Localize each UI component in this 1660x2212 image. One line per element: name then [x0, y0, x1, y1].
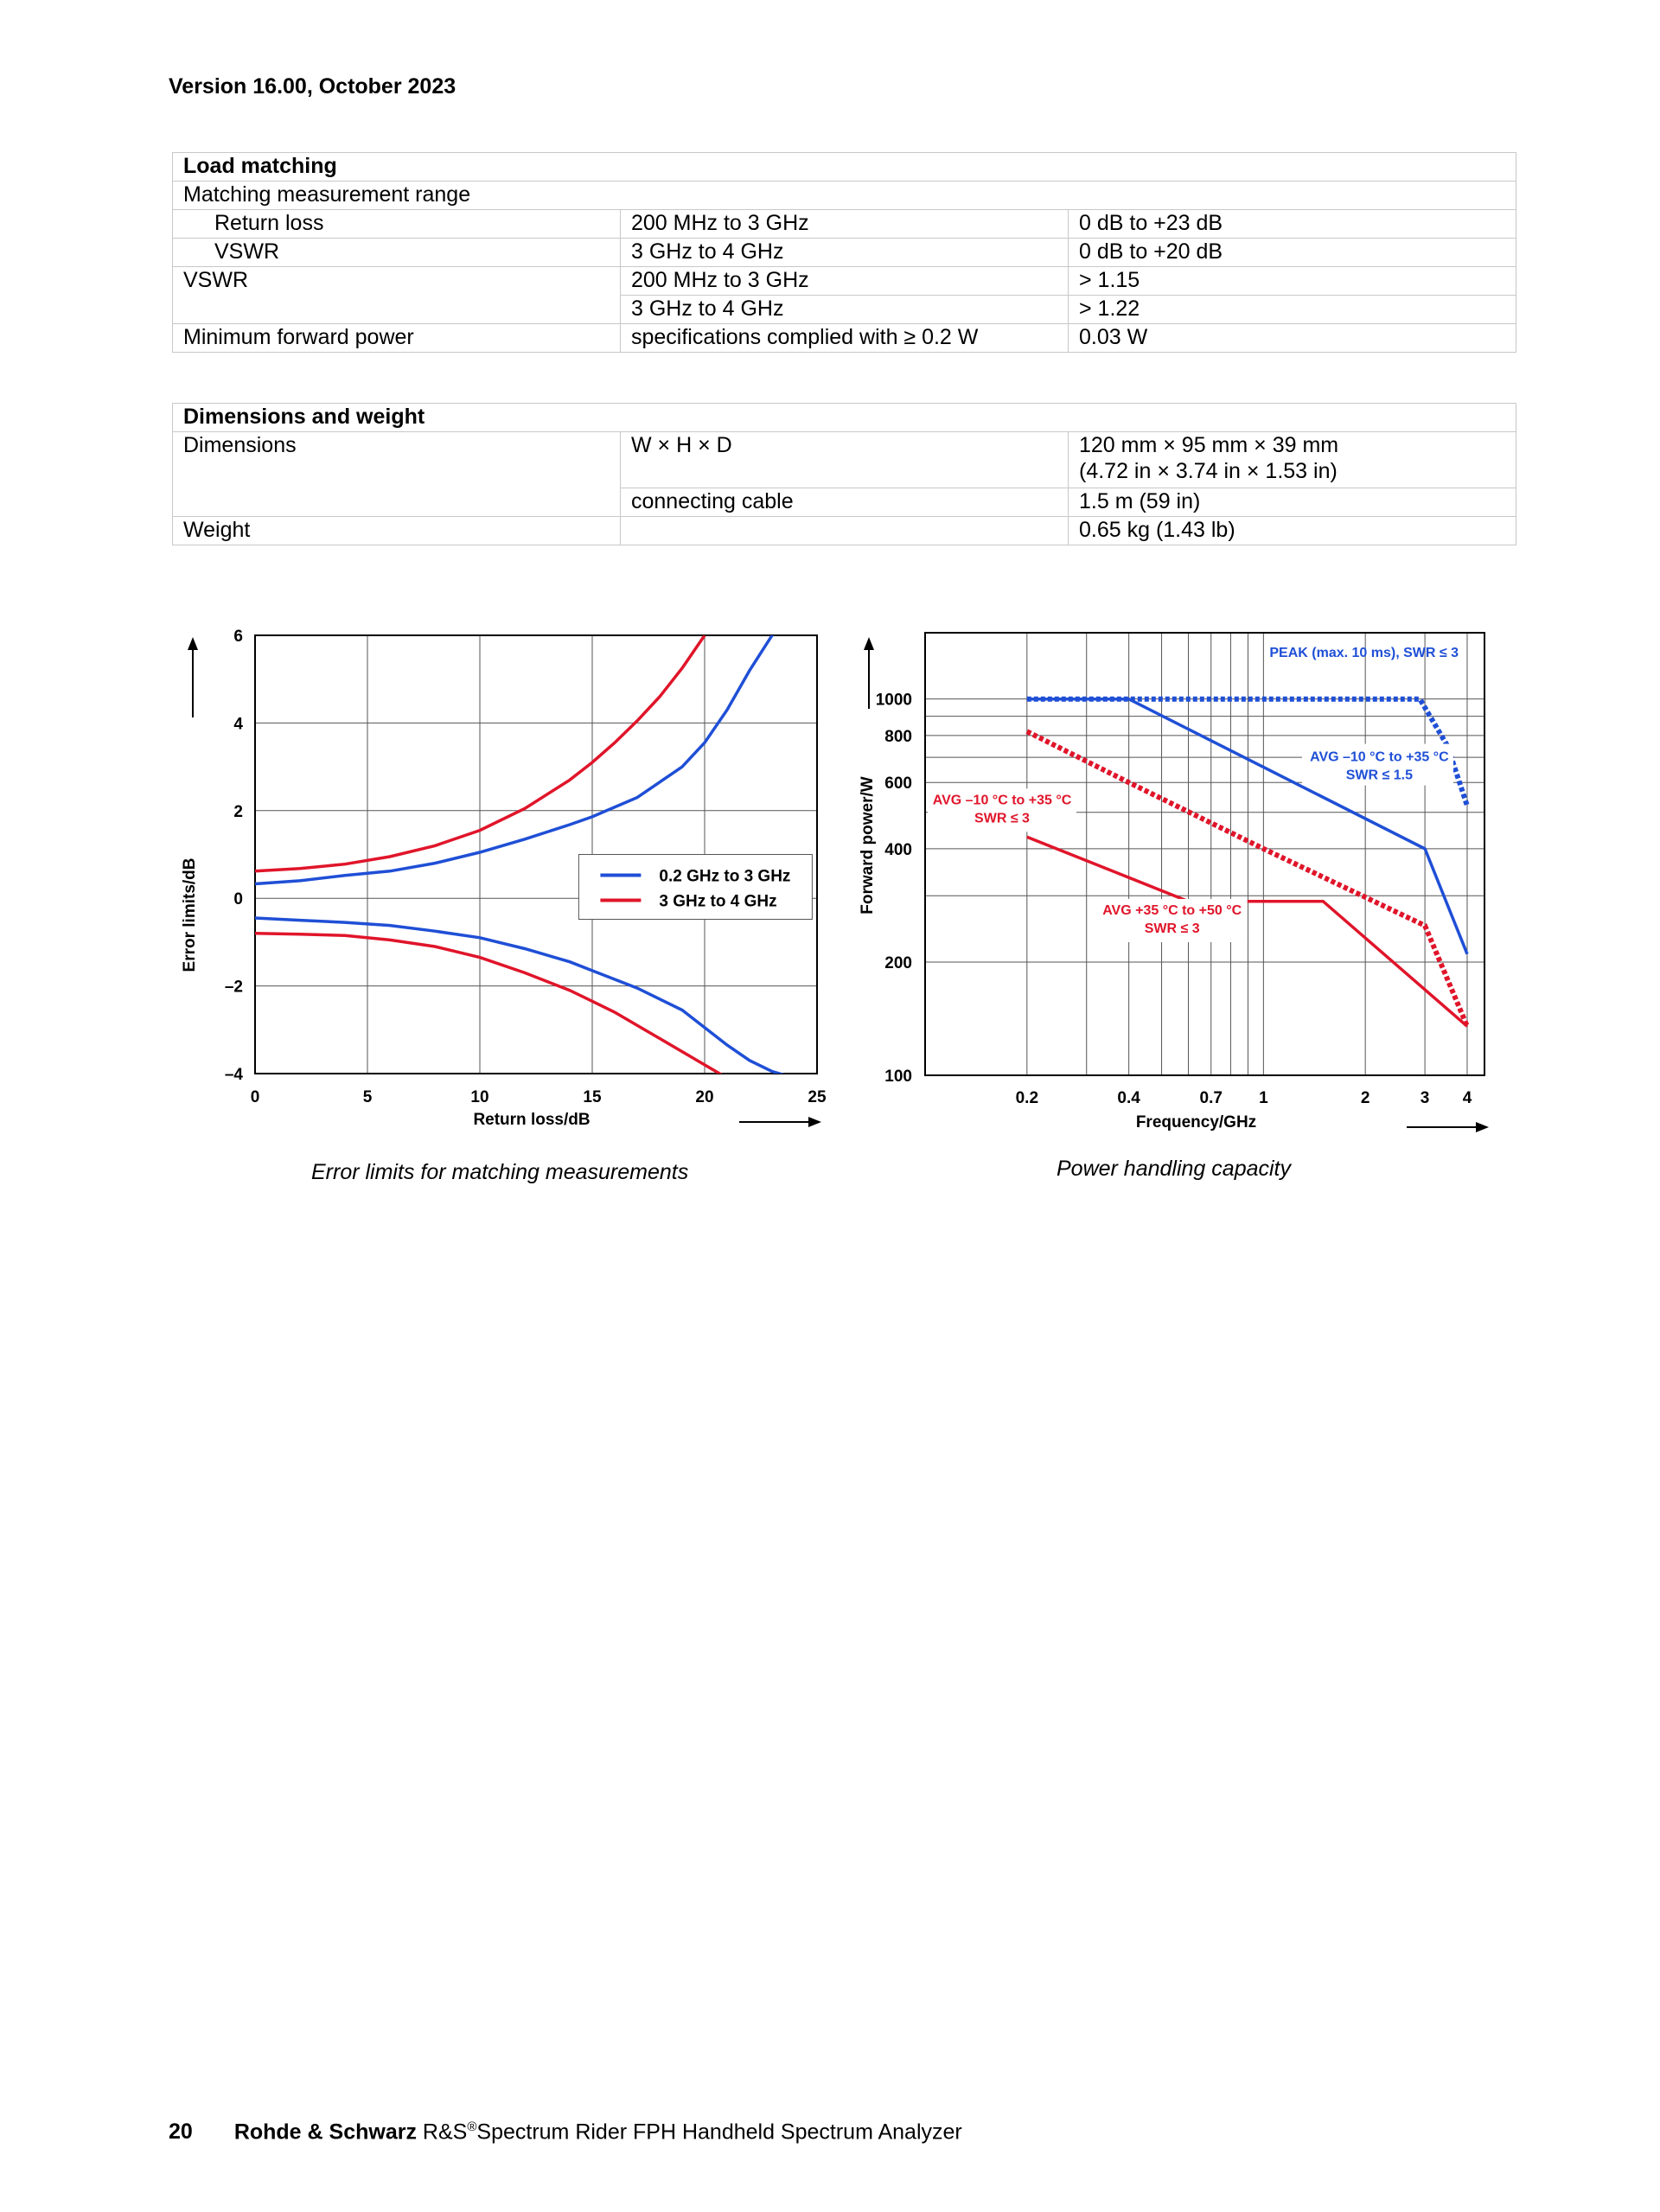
table-row: [173, 432, 1516, 488]
row-value-metric: 120 mm × 95 mm × 39 mm: [1079, 433, 1339, 457]
x-axis-label: Frequency/GHz: [1135, 1113, 1257, 1131]
y-tick-label: 2: [233, 802, 243, 821]
footer-product: Spectrum Rider FPH Handheld Spectrum Analyzer: [476, 2120, 962, 2145]
error-limits-chart-svg: [173, 622, 839, 1141]
x-tick-label: 0.7: [1199, 1089, 1223, 1107]
table-title: Dimensions and weight: [173, 404, 1516, 432]
registered-mark: ®: [467, 2120, 477, 2134]
y-tick-label: 1000: [875, 691, 912, 710]
page-number: 20: [169, 2120, 193, 2145]
annotation-swr-hot: SWR ≤ 3: [1144, 921, 1200, 936]
x-tick-label: 5: [362, 1088, 373, 1106]
annotation-peak: PEAK (max. 10 ms), SWR ≤ 3: [1269, 646, 1459, 660]
row-value: > 1.22: [1069, 296, 1516, 324]
series-line: [255, 622, 783, 884]
y-tick-label: 600: [884, 775, 912, 794]
x-axis-arrow-head: [808, 1117, 821, 1127]
row-label: Minimum forward power: [173, 324, 621, 353]
x-tick-label: 3: [1420, 1089, 1430, 1107]
y-tick-label: 400: [884, 840, 912, 859]
row-label: VSWR: [173, 239, 621, 267]
x-tick-label: 25: [808, 1088, 827, 1106]
row-condition: 3 GHz to 4 GHz: [621, 296, 1069, 324]
row-value: 1.5 m (59 in): [1069, 488, 1516, 517]
x-tick-label: 20: [695, 1088, 714, 1106]
chart2-caption: Power handling capacity: [1057, 1157, 1291, 1181]
series-line: [255, 918, 795, 1078]
table-row: [173, 324, 1516, 353]
x-axis-arrow-head: [1476, 1122, 1489, 1132]
y-tick-label: 4: [233, 715, 243, 734]
row-value: > 1.15: [1069, 267, 1516, 296]
row-value: 0 dB to +20 dB: [1069, 239, 1516, 267]
row-label: Return loss: [173, 210, 621, 239]
y-tick-label: 0: [233, 890, 243, 909]
table-subtitle: Matching measurement range: [173, 182, 1516, 210]
row-value: [1069, 432, 1516, 488]
load-matching-table: [172, 152, 1516, 353]
annotation-swr-blue: SWR ≤ 1.5: [1345, 768, 1413, 783]
row-value: 0.65 kg (1.43 lb): [1069, 517, 1516, 545]
error-limits-chart: [173, 622, 839, 1141]
table-row: [173, 210, 1516, 239]
x-tick-label: 4: [1462, 1089, 1472, 1107]
y-tick-label: –4: [224, 1066, 243, 1084]
row-condition: 3 GHz to 4 GHz: [621, 239, 1069, 267]
row-condition: specifications complied with ≥ 0.2 W: [621, 324, 1069, 353]
table-row: [173, 517, 1516, 545]
y-tick-label: 200: [884, 953, 912, 972]
y-tick-label: 6: [233, 628, 243, 646]
annotation-avg-red: AVG –10 °C to +35 °C: [932, 793, 1072, 808]
legend-label: 0.2 GHz to 3 GHz: [659, 867, 791, 886]
dimensions-table: [172, 403, 1516, 545]
row-condition: 200 MHz to 3 GHz: [621, 210, 1069, 239]
row-condition: connecting cable: [621, 488, 1069, 517]
x-tick-label: 0: [250, 1088, 260, 1106]
y-axis-label: Error limits/dB: [181, 857, 199, 972]
row-value: 0.03 W: [1069, 324, 1516, 353]
x-tick-label: 1: [1259, 1089, 1268, 1107]
x-tick-label: 15: [583, 1088, 602, 1106]
y-axis-label: Forward power/W: [859, 776, 877, 915]
row-condition: [621, 517, 1069, 545]
table-row: [173, 239, 1516, 267]
y-tick-label: 800: [884, 727, 912, 746]
row-label: Weight: [173, 517, 621, 545]
x-tick-label: 10: [470, 1088, 489, 1106]
row-value-imperial: (4.72 in × 3.74 in × 1.53 in): [1079, 459, 1338, 483]
power-handling-chart-svg: [843, 622, 1509, 1141]
row-condition: W × H × D: [621, 432, 1069, 488]
power-handling-chart: [843, 622, 1509, 1141]
x-tick-label: 2: [1360, 1089, 1370, 1107]
footer-product-prefix: R&S: [422, 2120, 468, 2145]
x-axis-label: Return loss/dB: [473, 1111, 591, 1129]
y-tick-label: –2: [224, 978, 243, 997]
annotation-avg-blue: AVG –10 °C to +35 °C: [1310, 749, 1449, 765]
row-condition: 200 MHz to 3 GHz: [621, 267, 1069, 296]
page-footer: [169, 2120, 962, 2145]
y-axis-arrow-head: [188, 637, 198, 650]
annotation-swr-red: SWR ≤ 3: [974, 811, 1030, 826]
y-tick-label: 100: [884, 1068, 912, 1086]
row-label: Dimensions: [173, 432, 621, 517]
table-title: Load matching: [173, 153, 1516, 182]
y-axis-arrow-head: [864, 637, 874, 650]
row-label: VSWR: [173, 267, 621, 324]
legend-label: 3 GHz to 4 GHz: [659, 892, 777, 911]
x-tick-label: 0.2: [1015, 1089, 1039, 1107]
annotation-avg-hot: AVG +35 °C to +50 °C: [1102, 902, 1242, 918]
version-line: Version 16.00, October 2023: [169, 74, 456, 99]
row-value: 0 dB to +23 dB: [1069, 210, 1516, 239]
x-tick-label: 0.4: [1117, 1089, 1140, 1107]
footer-brand: Rohde & Schwarz: [233, 2120, 417, 2145]
series-line: [255, 934, 727, 1078]
chart1-caption: Error limits for matching measurements: [311, 1160, 689, 1184]
table-row: [173, 267, 1516, 296]
